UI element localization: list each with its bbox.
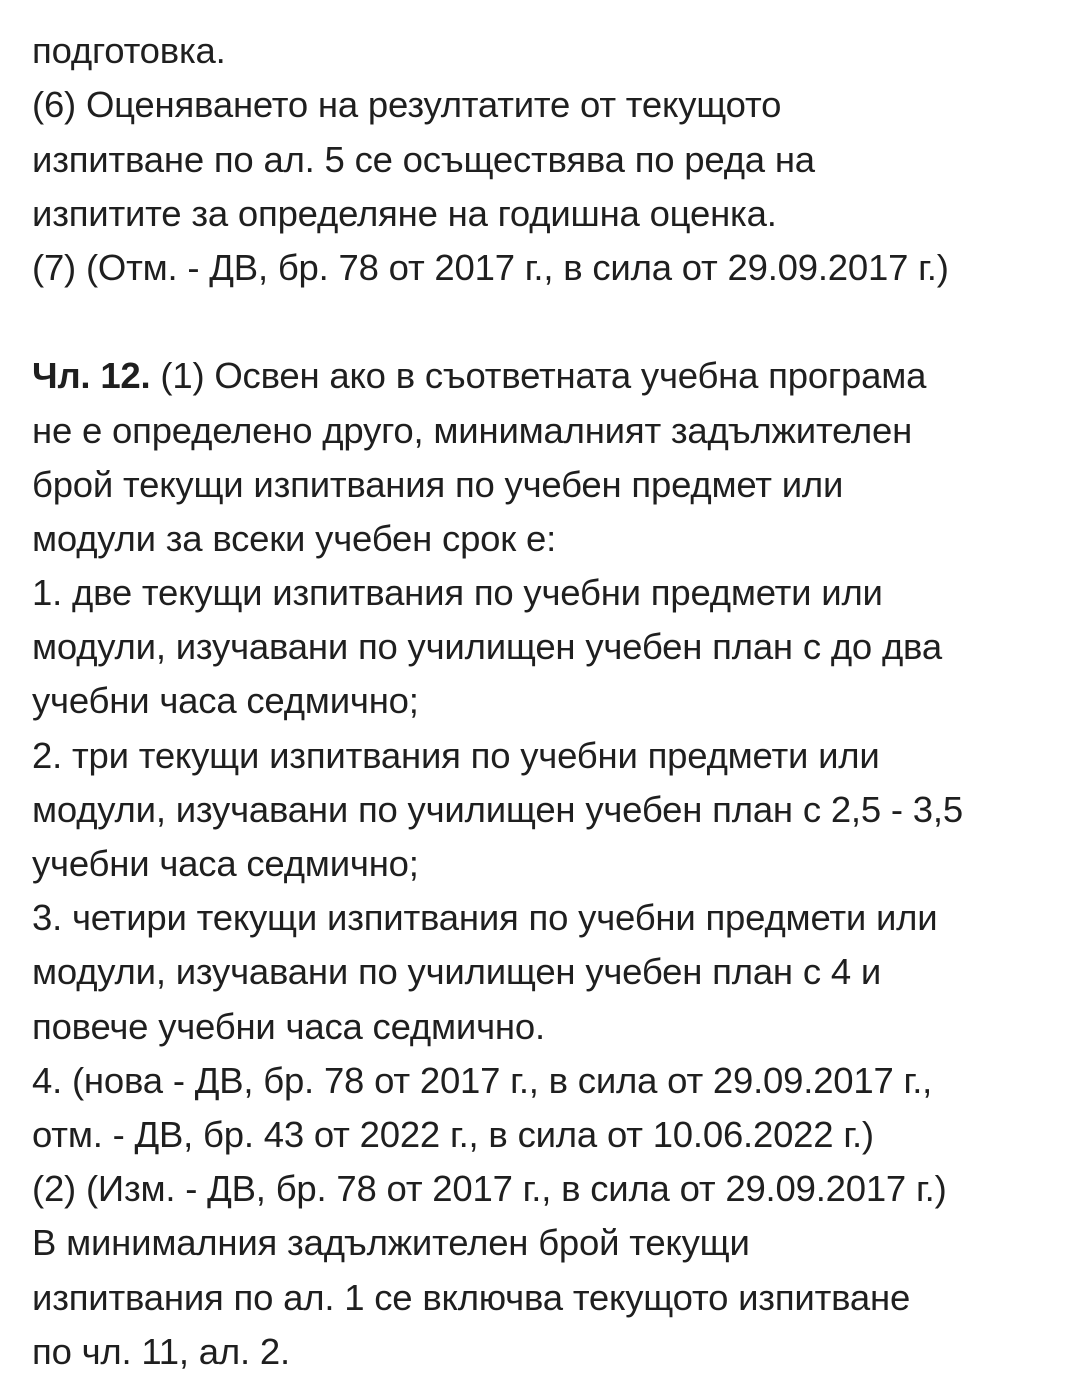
list-item-line: 3. четири текущи изпитвания по учебни предмети или [32, 897, 938, 939]
article-heading-line [32, 349, 1064, 403]
text-line: модули, изучавани по училищен учебен план с до два [32, 626, 942, 668]
text-line: по чл. 11, ал. 2. [32, 1330, 290, 1372]
text-line: отм. - ДВ, бр. 43 от 2022 г., в сила от 10.06.2022 г.) [32, 1113, 874, 1155]
partial-line-prev-page [32, 0, 1064, 24]
list-item-line: 4. (нова - ДВ, бр. 78 от 2017 г., в сила от 29.09.2017 г., [32, 1059, 933, 1101]
text-line: учебни часа седмично; [32, 843, 419, 884]
text-line: модули, изучавани по училищен учебен план с 2,5 - 3,5 [32, 788, 963, 830]
text-line: изпитване по ал. 5 се осъществява по реда на [32, 138, 815, 180]
document-text [32, 0, 1064, 1379]
text-line: (7) (Отм. - ДВ, бр. 78 от 2017 г., в сила от 29.09.2017 г.) [32, 246, 949, 288]
list-item-line: 2. три текущи изпитвания по учебни предмети или [32, 734, 880, 776]
article-number: Чл. 12. [32, 355, 151, 397]
list-item-line: 1. две текущи изпитвания по учебни предмети или [32, 572, 883, 614]
text-line: брой текущи изпитвания по учебен предмет или [32, 463, 844, 505]
text-line: подготовка. [32, 30, 226, 72]
text-line: изпитите за определяне на годишна оценка. [32, 192, 777, 234]
text-line: В минималния задължителен брой текущи [32, 1222, 750, 1264]
paragraph-gap [32, 295, 1064, 349]
text-line: повече учебни часа седмично. [32, 1005, 545, 1047]
text-line: не е определено друго, минималният задължителен [32, 409, 913, 451]
article-first-line-text: (1) Освен ако в съответната учебна програма [150, 355, 927, 397]
text-line: (6) Оценяването на резултатите от текущото [32, 84, 782, 126]
text-line: учебни часа седмично; [32, 680, 419, 722]
text-line: модули, изучавани по училищен учебен план с 4 и [32, 951, 882, 993]
paragraph-line: (2) (Изм. - ДВ, бр. 78 от 2017 г., в сила от 29.09.2017 г.) [32, 1168, 947, 1210]
text-line: изпитвания по ал. 1 се включва текущото изпитване [32, 1276, 911, 1318]
text-line: модули за всеки учебен срок е: [32, 517, 557, 559]
